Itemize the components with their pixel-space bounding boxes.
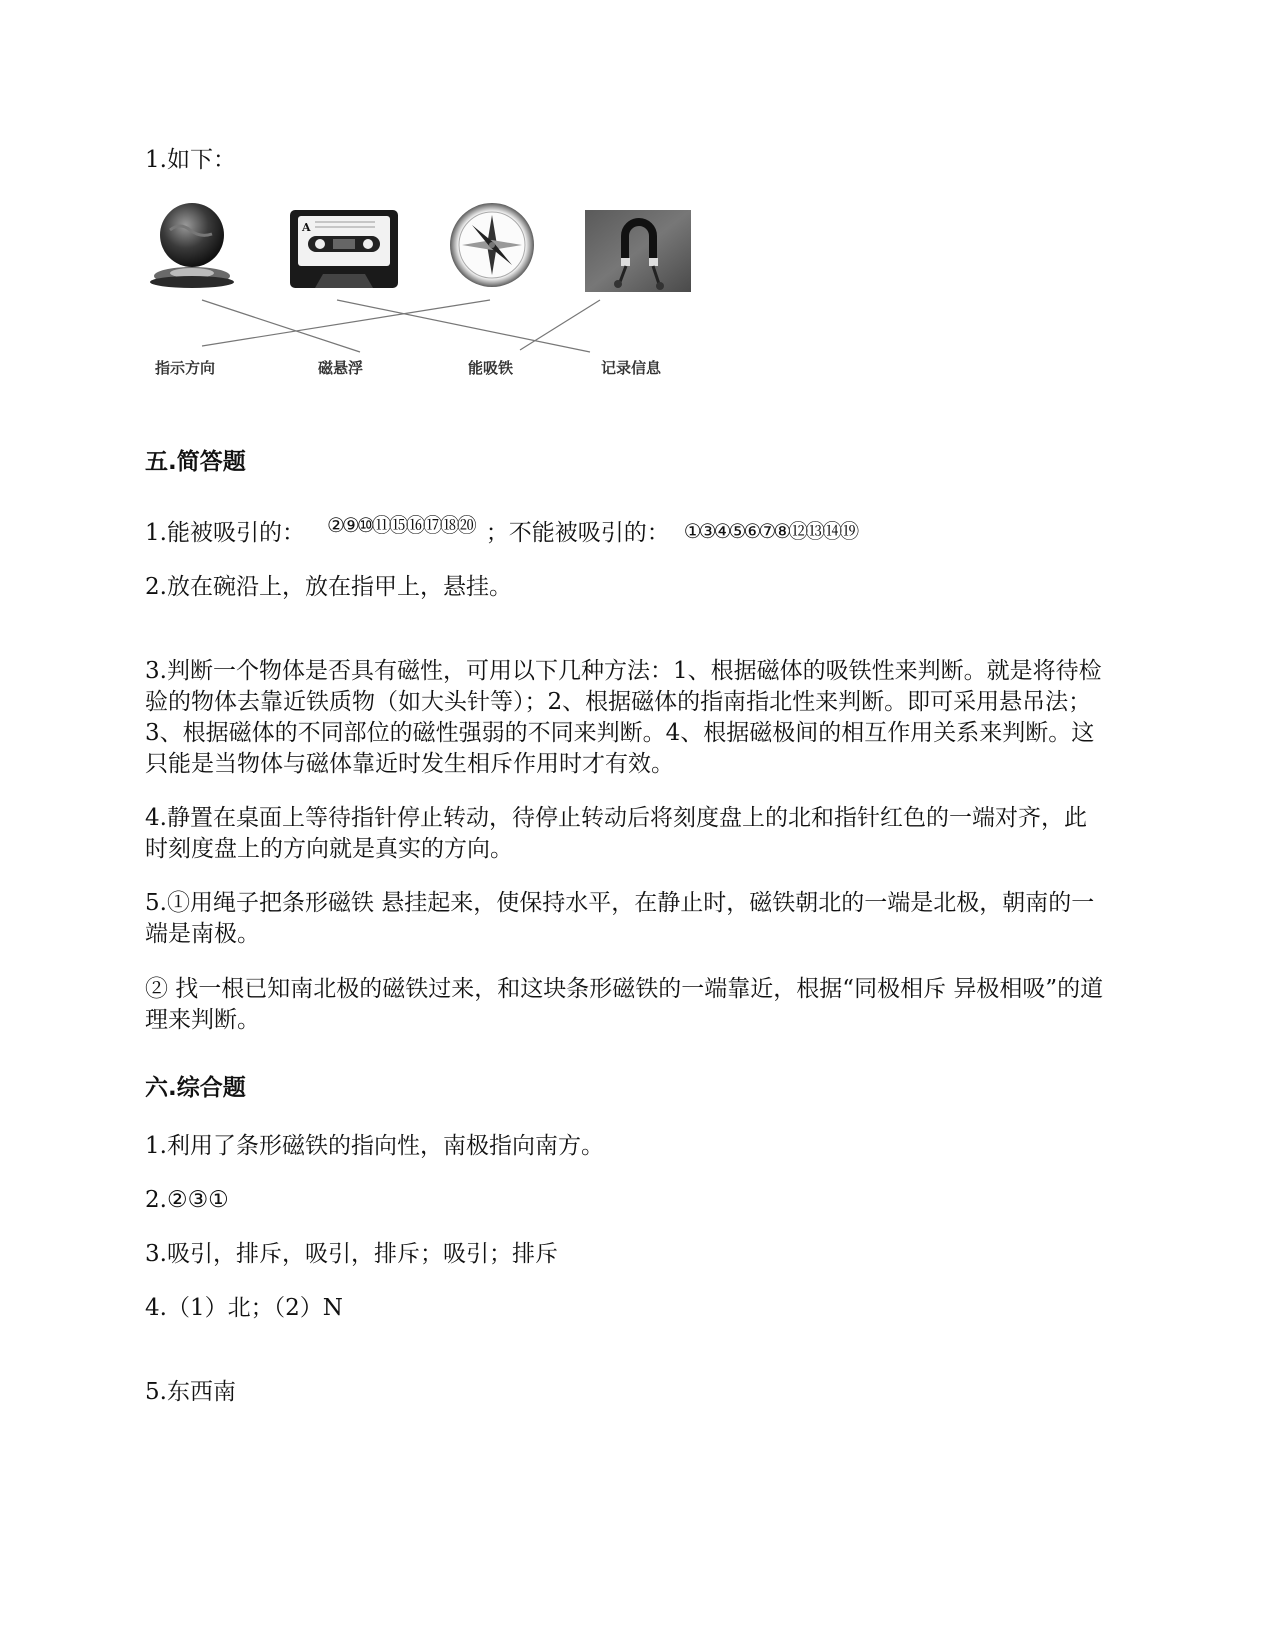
answer-5-3: 3.判断一个物体是否具有磁性，可用以下几种方法：1、根据磁体的吸铁性来判断。就是将待检验的物体去靠近铁质物（如大头针等）；2、根据磁体的指南指北性来判断。即可采用悬吊法；3、根据磁体的不同部位的磁性强弱的不同来判断。4、根据磁极间的相互作用关系来判断。这只能是当物体与磁体靠近时发生相斥作用时才有效。	[145, 658, 1102, 777]
answer-6-1: 1.利用了条形磁铁的指向性，南极指向南方。	[145, 1133, 604, 1159]
label-attract-iron: 能吸铁	[468, 359, 514, 377]
answer-6-5: 5.东西南	[145, 1379, 236, 1405]
attracted-items: ②⑨⑩⑪⑮⑯⑰⑱⑳	[326, 513, 474, 537]
question-intro: 1.如下：	[145, 147, 236, 173]
section-5-title: 五.简答题	[145, 449, 246, 475]
answer-5-1	[145, 513, 857, 549]
answer-6-3: 3.吸引，排斥，吸引，排斥；吸引；排斥	[145, 1241, 558, 1267]
section-6-title: 六.综合题	[145, 1075, 246, 1101]
answer-6-2: 2.②③①	[145, 1187, 229, 1213]
label-direction: 指示方向	[155, 359, 216, 377]
magnet-with-keys-image	[585, 210, 691, 292]
answer-5-4: 4.静置在桌面上等待指针停止转动，待停止转动后将刻度盘上的北和指针红色的一端对齐，此时刻度盘上的方向就是真实的方向。	[145, 805, 1087, 862]
answer-5-5-part1: 5.①用绳子把条形磁铁 悬挂起来，使保持水平，在静止时，磁铁朝北的一端是北极，朝南的一端是南极。	[145, 890, 1095, 947]
compass-image	[450, 203, 534, 287]
answer-5-1-prefix: 1.能被吸引的：	[145, 520, 305, 546]
cassette-tape-image	[290, 210, 398, 288]
answer-5-1-middle: ；不能被吸引的：	[485, 520, 670, 546]
answer-5-2: 2.放在碗沿上，放在指甲上，悬挂。	[145, 574, 512, 600]
matching-lines	[202, 300, 600, 352]
label-maglev: 磁悬浮	[318, 359, 364, 377]
not-attracted-items: ①③④⑤⑥⑦⑧⑫⑬⑭⑲	[683, 519, 857, 543]
label-record-info: 记录信息	[601, 359, 662, 377]
answer-5-5-part2: ② 找一根已知南北极的磁铁过来，和这块条形磁铁的一端靠近，根据“同极相斥 异极相吸”的道理来判断。	[145, 976, 1104, 1033]
cassette-letter: A	[302, 221, 311, 234]
maglev-globe-image	[150, 203, 234, 288]
answer-6-4: 4.（1）北；（2）N	[145, 1295, 343, 1321]
